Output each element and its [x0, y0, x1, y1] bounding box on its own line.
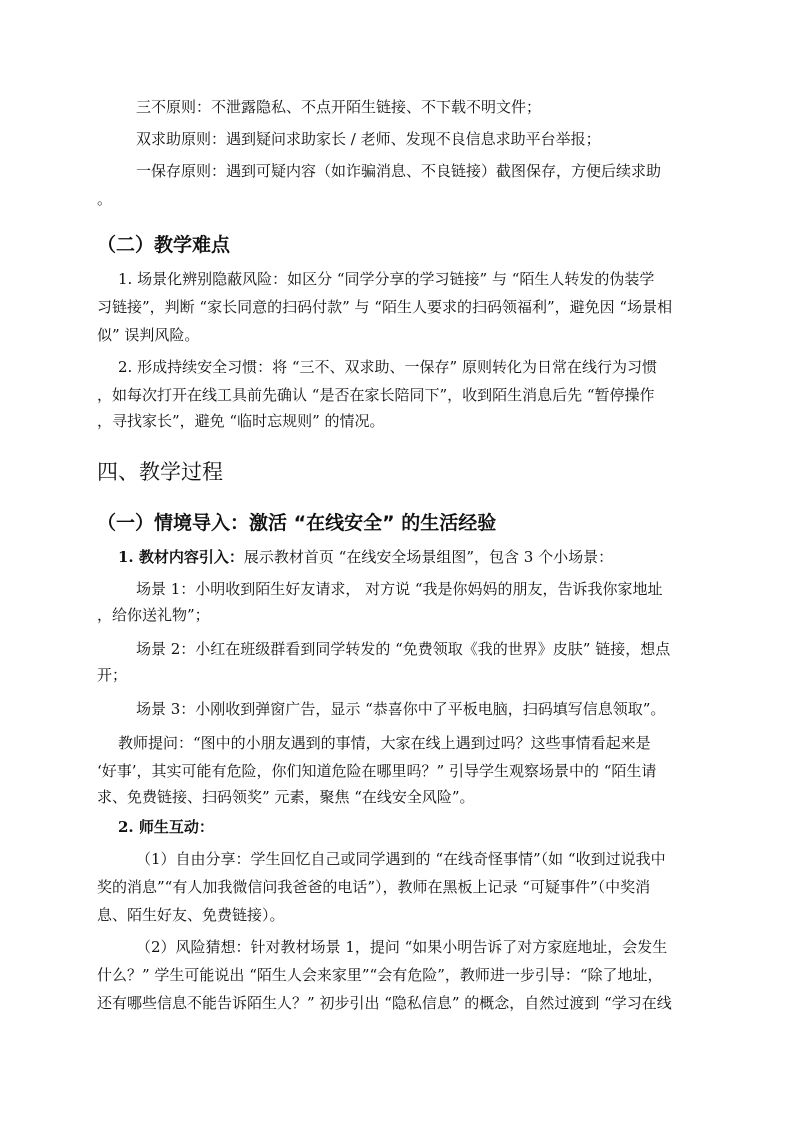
difficulty-p2-line1: 2. 形成持续安全习惯：将 “三不、双求助、一保存” 原则转化为日常在线行为习惯 [118, 358, 657, 376]
interact1-line2: 奖的消息”“有人加我微信问我爸爸的电话”），教师在黑板上记录 “可疑事件”（中奖消 [97, 878, 651, 896]
difficulty-p1-line2: 习链接”，判断 “家长同意的扫码付款” 与 “陌生人要求的扫码领福利”，避免因 “场景相 [97, 298, 673, 316]
principle-one-save: 一保存原则：遇到可疑内容（如诈骗消息、不良链接）截图保存，方便后续求助 [136, 162, 662, 180]
intro-line [118, 548, 613, 566]
interact1-line3: 息、陌生好友、免费链接）。 [97, 906, 285, 924]
question-line2: ‘好事’，其实可能有危险，你们知道危险在哪里吗？” 引导学生观察场景中的 “陌生请 [97, 762, 657, 780]
interact1-line1: （1）自由分享：学生回忆自己或同学遇到的 “在线奇怪事情”（如 “收到过说我中 [136, 850, 666, 868]
scene2-line2: 开； [97, 666, 128, 684]
intro-text: 展示教材首页 “在线安全场景组图”，包含 3 个小场景： [243, 548, 614, 566]
scene2-line1: 场景 2：小红在班级群看到同学转发的 “免费领取《我的世界》皮肤” 链接，想点 [136, 640, 671, 658]
question-line1: 教师提问：“图中的小朋友遇到的事情，大家在线上遇到过吗？这些事情看起来是 [118, 734, 651, 752]
principle-one-save-cont: 。 [97, 190, 113, 208]
process-subheading: （一）情境导入：激活 “在线安全” 的生活经验 [97, 512, 497, 534]
scene1-line2: ，给你送礼物”； [97, 606, 210, 624]
interact2-line2: 什么？” 学生可能说出 “陌生人会来家里”“会有危险”，教师进一步引导：“除了地址， [97, 966, 663, 984]
principle-three-no: 三不原则：不泄露隐私、不点开陌生链接、不下载不明文件； [136, 98, 542, 116]
difficulty-heading: （二）教学难点 [97, 234, 231, 256]
interact-label: 2. 师生互动： [118, 818, 214, 836]
difficulty-p1-line3: 似” 误判风险。 [97, 326, 200, 344]
interact2-line1: （2）风险猜想：针对教材场景 1，提问 “如果小明告诉了对方家庭地址，会发生 [136, 938, 668, 956]
scene1-line1: 场景 1：小明收到陌生好友请求， 对方说 “我是你妈妈的朋友，告诉我你家地址 [136, 580, 663, 598]
difficulty-p2-line3: ，寻找家长”，避免 “临时忘规则” 的情况。 [97, 412, 385, 430]
principle-double-help: 双求助原则：遇到疑问求助家长 / 老师、发现不良信息求助平台举报； [136, 130, 601, 148]
question-line3: 求、免费链接、扫码领奖” 元素，聚焦 “在线安全风险”。 [97, 788, 475, 806]
difficulty-p2-line2: ，如每次打开在线工具前先确认 “是否在家长陪同下”，收到陌生消息后先 “暂停操作 [97, 386, 655, 404]
interact2-line3: 还有哪些信息不能告诉陌生人？” 初步引出 “隐私信息” 的概念，自然过渡到 “学习在线 [97, 994, 672, 1012]
process-heading: 四、教学过程 [97, 460, 223, 484]
intro-label: 1. 教材内容引入： [118, 548, 244, 566]
difficulty-p1-line1: 1. 场景化辨别隐蔽风险：如区分 “同学分享的学习链接” 与 “陌生人转发的伪装学 [118, 270, 655, 288]
scene3-line: 场景 3：小刚收到弹窗广告，显示 “恭喜你中了平板电脑，扫码填写信息领取”。 [136, 700, 666, 718]
